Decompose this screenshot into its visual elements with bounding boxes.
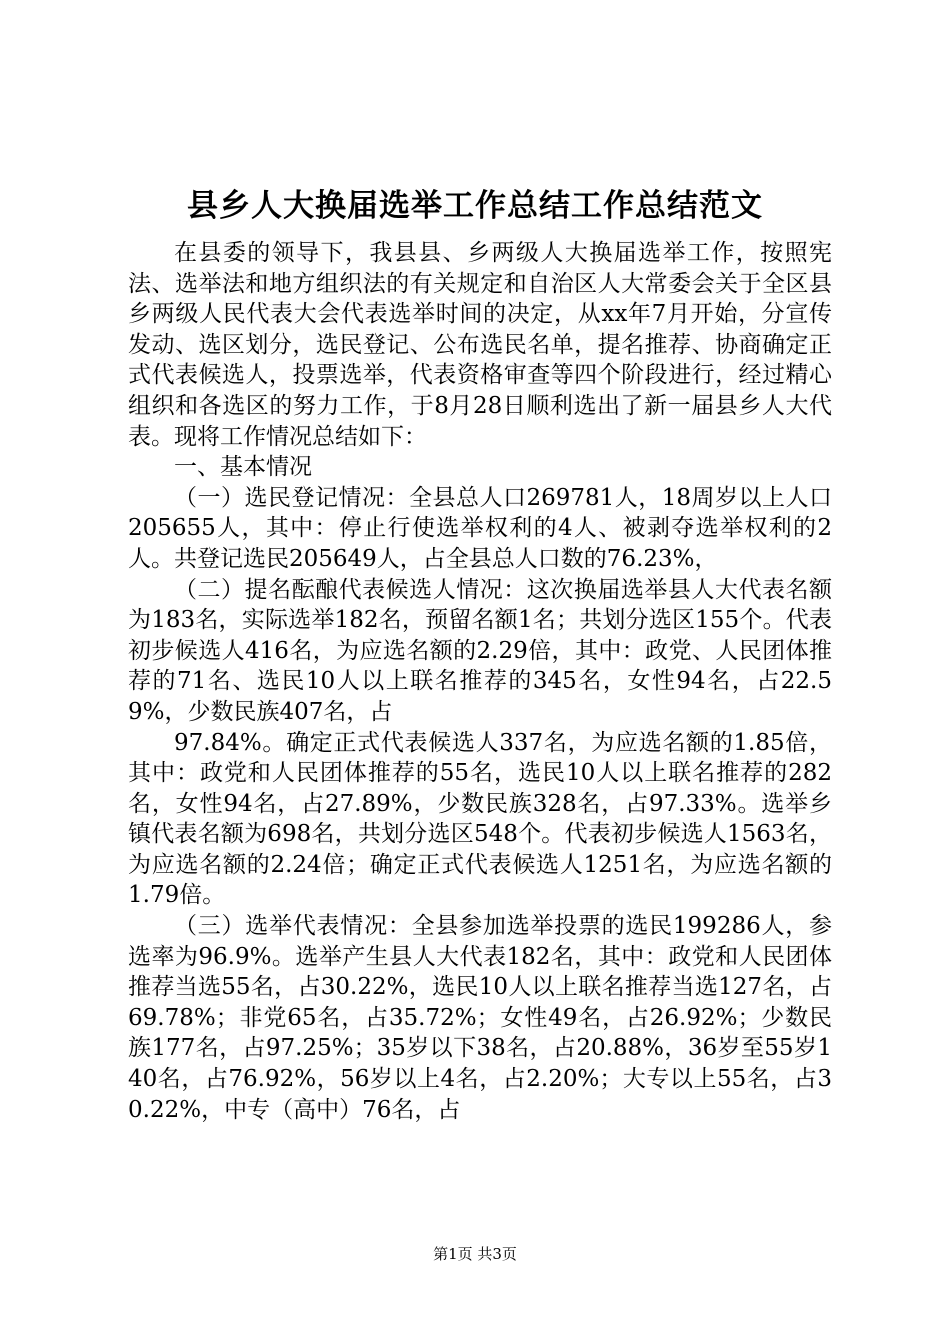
- election-results-paragraph: （三）选举代表情况：全县参加选举投票的选民199286人，参选率为96.9%。选举产生县人大代表182名，其中：政党和人民团体推荐当选55名，占30.22%，选民10人以上联名推荐当选127名，占69.78%；非党65名，占35.72%；女性49名，占26.92%；少数民族177名，占97.25%；35岁以下38名，占20.88%，36岁至55岁140名，占76.92%，56岁以上4名，占2.20%；大专以上55名，占30.22%，中专（高中）76名，占: [128, 913, 832, 1123]
- page-footer: 第1页 共3页: [433, 1245, 517, 1263]
- intro-paragraph: 在县委的领导下，我县县、乡两级人大换届选举工作，按照宪法、选举法和地方组织法的有关规定和自治区人大常委会关于全区县乡两级人民代表大会代表选举时间的决定，从xx年7月开始，分宣传发动、选区划分，选民登记、公布选民名单，提名推荐、协商确定正式代表候选人，投票选举，代表资格审查等四个阶段进行，经过精心组织和各选区的努力工作，于8月28日顺利选出了新一届县乡人大代表。现将工作情况总结如下：: [128, 240, 832, 450]
- candidate-confirmation-paragraph: 97.84%。确定正式代表候选人337名，为应选名额的1.85倍，其中：政党和人民团体推荐的55名，选民10人以上联名推荐的282名，女性94名，占27.89%，少数民族328名，占97.33%。选举乡镇代表名额为698名，共划分选区548个。代表初步候选人1563名，为应选名额的2.24倍；确定正式代表候选人1251名，为应选名额的1.79倍。: [128, 729, 832, 909]
- section-heading: 一、基本情况: [174, 454, 312, 481]
- document-title: 县乡人大换届选举工作总结工作总结范文: [187, 188, 763, 224]
- candidate-nomination-paragraph: （二）提名酝酿代表候选人情况：这次换届选举县人大代表名额为183名，实际选举182名，预留名额1名；共划分选区155个。代表初步候选人416名，为应选名额的2.29倍，其中：政党、人民团体推荐的71名、选民10人以上联名推荐的345名，女性94名，占22.59%，少数民族407名，占: [128, 576, 832, 725]
- voter-registration-paragraph: （一）选民登记情况：全县总人口269781人，18周岁以上人口205655人，其中：停止行使选举权利的4人、被剥夺选举权利的2人。共登记选民205649人，占全县总人口数的76.23%，: [128, 484, 832, 572]
- document-body: [128, 238, 832, 1125]
